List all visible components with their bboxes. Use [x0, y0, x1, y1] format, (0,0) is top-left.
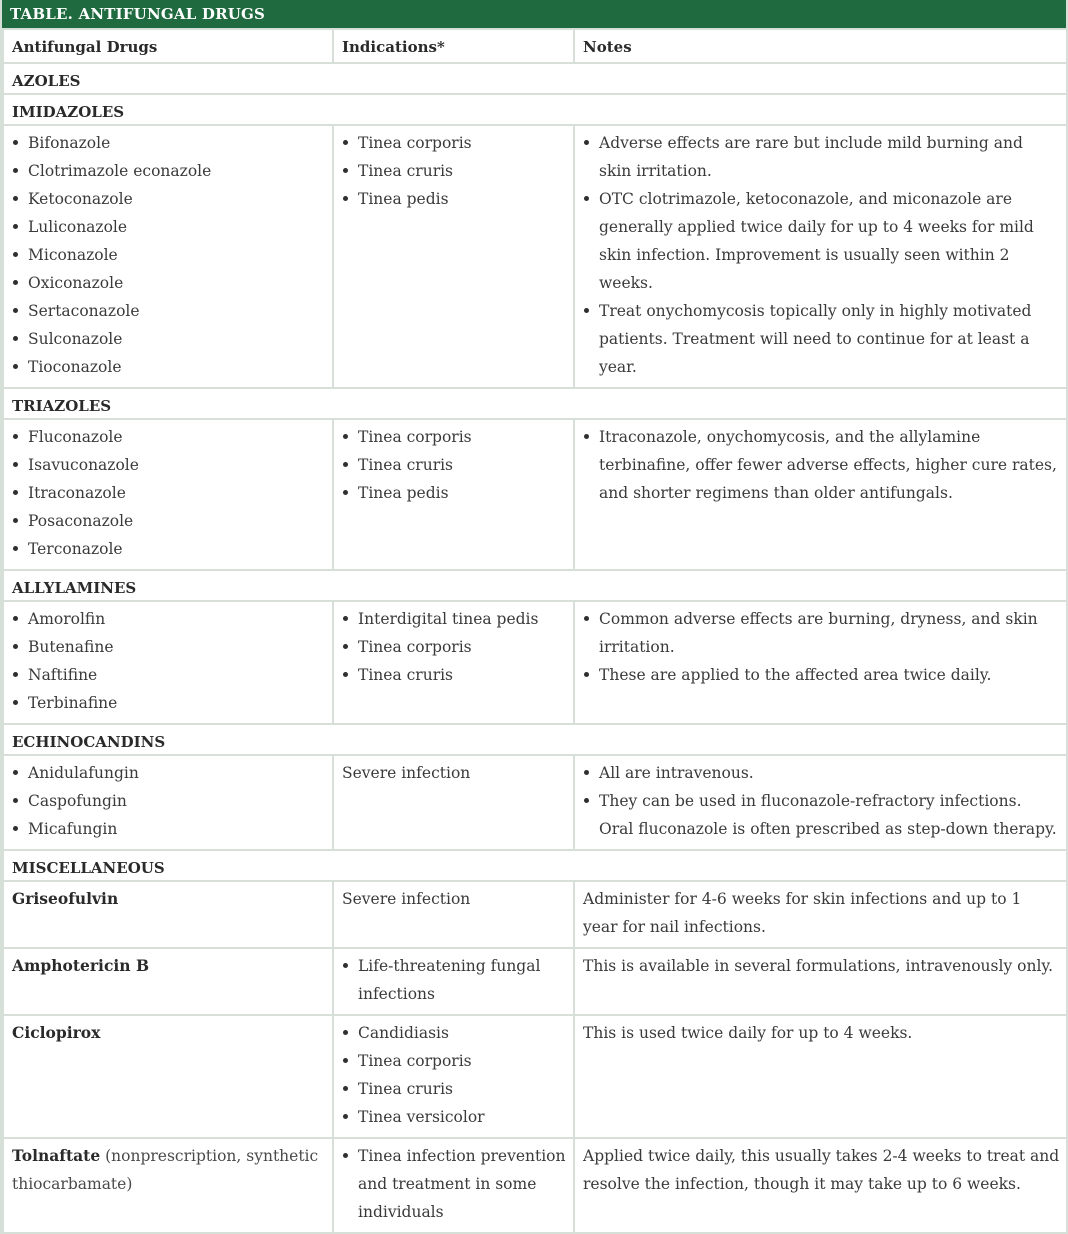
indication-list: [342, 605, 567, 689]
indication-list: [342, 1019, 567, 1131]
notes-cell: Applied twice daily, this usually takes 2-4 weeks to treat and resolve the infection, though it may take up to 6 weeks.: [574, 1138, 1067, 1233]
indication-list: [342, 952, 567, 1008]
list-item: Posaconazole: [12, 507, 326, 535]
table-row: [3, 755, 1067, 850]
section-label: AZOLES: [3, 63, 1067, 94]
section-label: ECHINOCANDINS: [3, 724, 1067, 755]
drug-name: Tolnaftate: [12, 1146, 101, 1165]
table-row: [3, 948, 1067, 1015]
indication-cell: [333, 948, 574, 1015]
notes-cell: This is available in several formulations, intravenously only.: [574, 948, 1067, 1015]
section-label: ALLYLAMINES: [3, 570, 1067, 601]
drug-list: [12, 129, 326, 381]
list-item: OTC clotrimazole, ketoconazole, and miconazole are generally applied twice daily for up to 4 weeks for mild skin infection. Improvement is usually seen within 2 weeks.: [583, 185, 1060, 297]
drug-cell: [3, 419, 333, 570]
indication-cell: Severe infection: [333, 755, 574, 850]
table-row: [3, 419, 1067, 570]
notes-cell: Administer for 4-6 weeks for skin infections and up to 1 year for nail infections.: [574, 881, 1067, 948]
section-label: MISCELLANEOUS: [3, 850, 1067, 881]
section-row-triazoles: [3, 388, 1067, 419]
drug-name: Ciclopirox: [12, 1023, 101, 1042]
drug-cell: [3, 755, 333, 850]
list-item: Micafungin: [12, 815, 326, 843]
section-row-imidazoles: [3, 94, 1067, 125]
notes-cell: This is used twice daily for up to 4 weeks.: [574, 1015, 1067, 1138]
drug-cell: [3, 948, 333, 1015]
section-label: IMIDAZOLES: [3, 94, 1067, 125]
list-item: Anidulafungin: [12, 759, 326, 787]
list-item: Naftifine: [12, 661, 326, 689]
drug-list: [12, 605, 326, 717]
drug-name: Amphotericin B: [12, 956, 150, 975]
drug-list: [12, 759, 326, 843]
column-header-indications: Indications*: [333, 29, 574, 63]
notes-cell: [574, 601, 1067, 724]
table-row: [3, 1138, 1067, 1233]
list-item: Isavuconazole: [12, 451, 326, 479]
notes-cell: [574, 755, 1067, 850]
list-item: They can be used in fluconazole-refractory infections. Oral fluconazole is often prescribed as step-down therapy.: [583, 787, 1060, 843]
list-item: Tinea infection prevention and treatment in some individuals: [342, 1142, 567, 1226]
list-item: Tinea pedis: [342, 185, 567, 213]
list-item: Tinea cruris: [342, 157, 567, 185]
indication-list: [342, 423, 567, 507]
list-item: Tinea versicolor: [342, 1103, 567, 1131]
section-row-allylamines: [3, 570, 1067, 601]
list-item: Adverse effects are rare but include mild burning and skin irritation.: [583, 129, 1060, 185]
list-item: Ketoconazole: [12, 185, 326, 213]
notes-list: [583, 605, 1060, 689]
indication-cell: [333, 1138, 574, 1233]
list-item: Sulconazole: [12, 325, 326, 353]
header-row: [3, 29, 1067, 63]
notes-list: [583, 423, 1060, 507]
indication-cell: [333, 419, 574, 570]
list-item: Tinea corporis: [342, 129, 567, 157]
list-item: Amorolfin: [12, 605, 326, 633]
list-item: Interdigital tinea pedis: [342, 605, 567, 633]
table-row: [3, 125, 1067, 388]
notes-list: [583, 759, 1060, 843]
column-header-notes: Notes: [574, 29, 1067, 63]
list-item: Bifonazole: [12, 129, 326, 157]
column-header-drugs: Antifungal Drugs: [3, 29, 333, 63]
list-item: Caspofungin: [12, 787, 326, 815]
list-item: Tinea cruris: [342, 661, 567, 689]
drug-cell: [3, 601, 333, 724]
list-item: Terbinafine: [12, 689, 326, 717]
list-item: Terconazole: [12, 535, 326, 563]
section-row-azoles: [3, 63, 1067, 94]
list-item: Itraconazole: [12, 479, 326, 507]
list-item: Treat onychomycosis topically only in highly motivated patients. Treatment will need to continue for at least a year.: [583, 297, 1060, 381]
antifungal-table: [2, 28, 1068, 1234]
section-row-miscellaneous: [3, 850, 1067, 881]
drug-cell: [3, 1015, 333, 1138]
list-item: Butenafine: [12, 633, 326, 661]
list-item: Tinea corporis: [342, 633, 567, 661]
list-item: Tioconazole: [12, 353, 326, 381]
drug-cell: [3, 1138, 333, 1233]
list-item: Oxiconazole: [12, 269, 326, 297]
list-item: Itraconazole, onychomycosis, and the allylamine terbinafine, offer fewer adverse effects, higher cure rates, and shorter regimens than older antifungals.: [583, 423, 1060, 507]
list-item: These are applied to the affected area twice daily.: [583, 661, 1060, 689]
drug-list: [12, 423, 326, 563]
table-row: [3, 881, 1067, 948]
list-item: All are intravenous.: [583, 759, 1060, 787]
list-item: Tinea corporis: [342, 1047, 567, 1075]
notes-list: [583, 129, 1060, 381]
list-item: Miconazole: [12, 241, 326, 269]
list-item: Life-threatening fungal infections: [342, 952, 567, 1008]
indication-cell: [333, 1015, 574, 1138]
drug-cell: [3, 881, 333, 948]
list-item: Candidiasis: [342, 1019, 567, 1047]
list-item: Common adverse effects are burning, dryness, and skin irritation.: [583, 605, 1060, 661]
drug-subtitle: (nonprescription, synthetic thiocarbamate): [12, 1147, 319, 1193]
notes-cell: [574, 419, 1067, 570]
indication-cell: Severe infection: [333, 881, 574, 948]
section-label: TRIAZOLES: [3, 388, 1067, 419]
notes-cell: [574, 125, 1067, 388]
list-item: Tinea cruris: [342, 1075, 567, 1103]
section-row-echinocandins: [3, 724, 1067, 755]
list-item: Tinea pedis: [342, 479, 567, 507]
list-item: Fluconazole: [12, 423, 326, 451]
drug-cell: [3, 125, 333, 388]
table-row: [3, 1015, 1067, 1138]
drug-name: Griseofulvin: [12, 889, 119, 908]
table-title: TABLE. ANTIFUNGAL DRUGS: [2, 0, 1066, 28]
table-row: [3, 601, 1067, 724]
list-item: Tinea corporis: [342, 423, 567, 451]
indication-list: [342, 129, 567, 213]
list-item: Luliconazole: [12, 213, 326, 241]
list-item: Tinea cruris: [342, 451, 567, 479]
indication-list: [342, 1142, 567, 1226]
indication-cell: [333, 601, 574, 724]
indication-cell: [333, 125, 574, 388]
list-item: Clotrimazole econazole: [12, 157, 326, 185]
list-item: Sertaconazole: [12, 297, 326, 325]
